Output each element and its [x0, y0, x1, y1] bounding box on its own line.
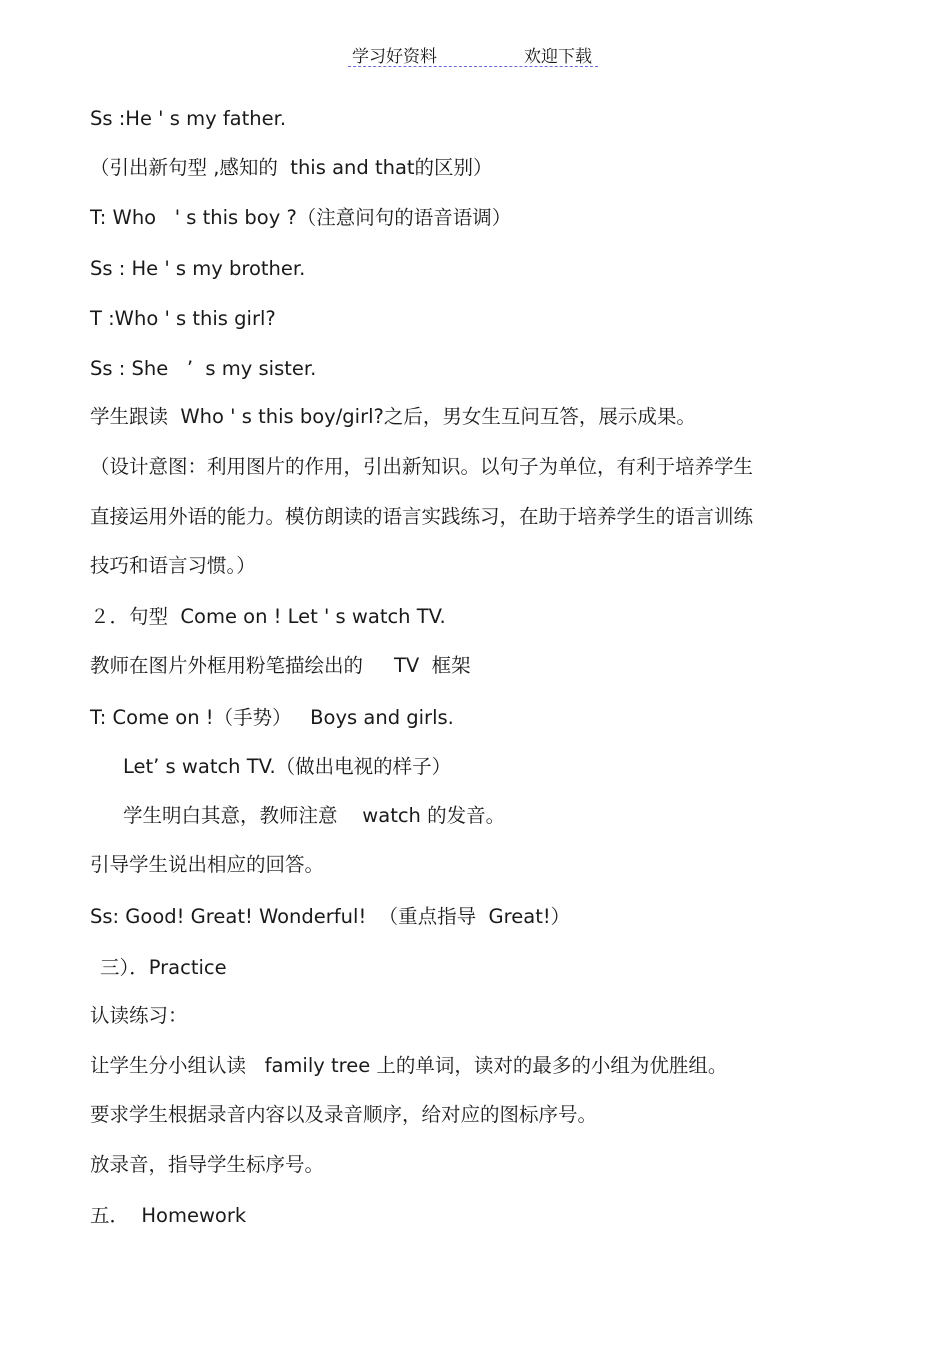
- text-line: Let’ s watch TV.（做出电视的样子）: [123, 755, 452, 778]
- section-heading: 五． Homework: [90, 1204, 247, 1227]
- text-line: 认读练习：: [90, 1004, 188, 1027]
- text-line: 放录音，指导学生标序号。: [90, 1153, 325, 1176]
- text-line: 直接运用外语的能力。模仿朗读的语言实践练习，在助于培养学生的语言训练: [90, 505, 754, 528]
- header-left-text: 学习好资料: [352, 47, 437, 67]
- section-heading: 三）．Practice: [100, 956, 227, 979]
- text-line: ２．句型 Come on ! Let ' s watch TV.: [90, 605, 446, 628]
- text-line: 要求学生根据录音内容以及录音顺序，给对应的图标序号。: [90, 1103, 598, 1126]
- text-line: Ss : She ’ s my sister.: [90, 357, 317, 380]
- text-line: T: Who ' s this boy ?（注意问句的语音语调）: [90, 206, 512, 229]
- text-line: Ss :He ' s my father.: [90, 107, 287, 130]
- text-line: Ss : He ' s my brother.: [90, 257, 306, 280]
- text-line: 技巧和语言习惯。）: [90, 554, 256, 577]
- text-line: Ss: Good! Great! Wonderful! （重点指导 Great!）: [90, 905, 571, 928]
- text-line: 学生跟读 Who ' s this boy/girl?之后，男女生互问互答，展示成果。: [90, 405, 696, 428]
- text-line: 引导学生说出相应的回答。: [90, 853, 325, 876]
- text-line: T: Come on !（手势） Boys and girls.: [90, 706, 454, 729]
- text-line: T :Who ' s this girl?: [90, 307, 276, 330]
- text-line: 教师在图片外框用粉笔描绘出的 TV 框架: [90, 654, 471, 677]
- text-line: （设计意图：利用图片的作用，引出新知识。以句子为单位，有利于培养学生: [90, 455, 754, 478]
- page-header: [348, 40, 598, 67]
- text-line: 让学生分小组认读 family tree 上的单词，读对的最多的小组为优胜组。: [90, 1054, 728, 1077]
- text-line: 学生明白其意，教师注意 watch 的发音。: [123, 804, 506, 827]
- text-line: （引出新句型 ,感知的 this and that的区别）: [90, 156, 493, 179]
- header-right-text: 欢迎下载: [524, 47, 592, 67]
